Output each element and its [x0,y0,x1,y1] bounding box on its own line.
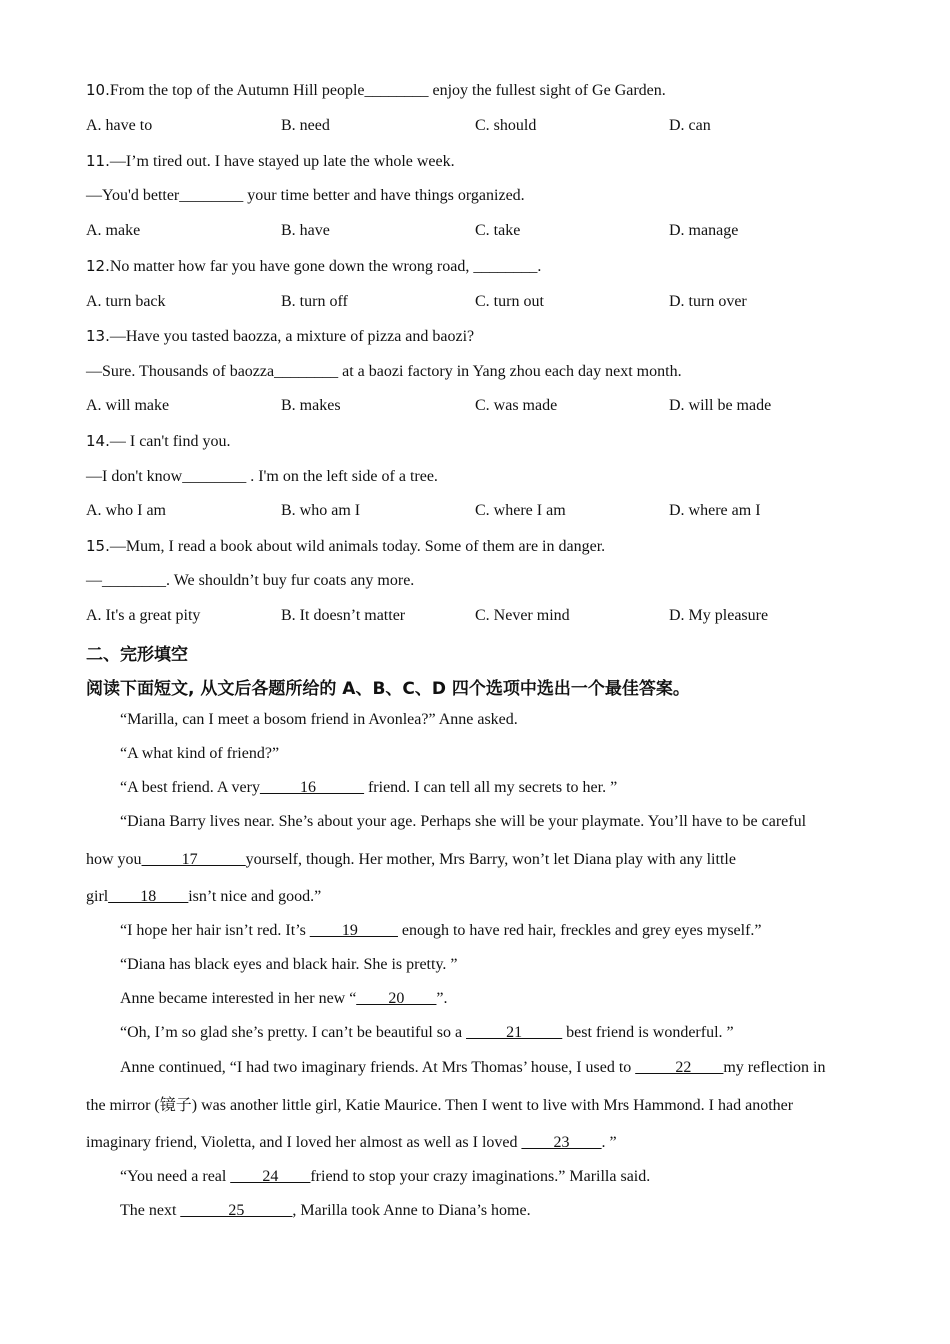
option-b: B. who am I [281,502,361,519]
section-title: 二、完形填空 [86,645,188,665]
option-c: C. Never mind [475,607,570,624]
option-a: A. make [86,222,141,239]
cloze-blank-18: ____18____ [108,888,189,905]
cloze-blank-23: ____23____ [521,1134,602,1151]
passage-line: “You need a real ____24____friend to stop your crazy imaginations.” Marilla said. [120,1168,651,1185]
cloze-blank-16: _____16______ [259,779,364,796]
cloze-blank-17: _____17______ [141,851,246,868]
option-c: C. where I am [475,502,566,519]
passage-line: “Diana has black eyes and black hair. She is pretty. ” [120,956,458,973]
option-d: D. manage [669,222,739,239]
cloze-blank-22: _____22____ [635,1059,724,1076]
question-number: 12. [86,257,110,275]
option-d: D. will be made [669,397,772,414]
option-c: C. take [475,222,521,239]
question-11-stem-line2: —You'd better________ your time better and have things organized. [86,187,525,204]
answer-blank: ________ [179,187,244,204]
option-b: B. have [281,222,330,239]
answer-blank: ________ [364,82,429,99]
option-c: C. turn out [475,293,544,310]
question-14-stem-line2: —I don't know________ . I'm on the left side of a tree. [86,468,438,485]
cloze-blank-20: ____20____ [356,990,437,1007]
passage-line: The next ______25______, Marilla took Anne to Diana’s home. [120,1202,531,1219]
question-14-stem: 14.— I can't find you. [86,432,231,450]
passage-line: “Oh, I’m so glad she’s pretty. I can’t be beautiful so a _____21_____ best friend is wonderful. ” [120,1024,734,1041]
option-a: A. turn back [86,293,166,310]
passage-line: imaginary friend, Violetta, and I loved her almost as well as I loved ____23____. ” [86,1134,617,1151]
passage-line: “I hope her hair isn’t red. It’s ____19_____ enough to have red hair, freckles and grey eyes myself.” [120,922,762,939]
section-instruction: 阅读下面短文, 从文后各题所给的 A、B、C、D 四个选项中选出一个最佳答案。 [86,679,690,699]
option-a: A. have to [86,117,153,134]
passage-line: “A what kind of friend?” [120,745,280,762]
passage-line: “Marilla, can I meet a bosom friend in Avonlea?” Anne asked. [120,711,518,728]
passage-line: Anne became interested in her new “____20____”. [120,990,448,1007]
passage-line: Anne continued, “I had two imaginary friends. At Mrs Thomas’ house, I used to _____22____my reflection in [120,1059,826,1076]
question-number: 13. [86,327,110,345]
option-a: A. It's a great pity [86,607,201,624]
cloze-blank-25: ______25______ [180,1202,293,1219]
option-b: B. need [281,117,330,134]
answer-blank: ________ [182,468,247,485]
option-d: D. where am I [669,502,761,519]
option-b: B. turn off [281,293,348,310]
question-13-stem-line2: —Sure. Thousands of baozza________ at a baozi factory in Yang zhou each day next month. [86,363,682,380]
option-d: D. turn over [669,293,747,310]
question-15-stem-line2: —________. We shouldn’t buy fur coats any more. [86,572,415,589]
option-d: D. My pleasure [669,607,769,624]
question-number: 15. [86,537,110,555]
passage-line: the mirror (镜子) was another little girl, Katie Maurice. Then I went to live with Mrs Hammond. I had another [86,1097,794,1114]
option-b: B. It doesn’t matter [281,607,406,624]
question-number: 11. [86,152,110,170]
question-10-stem: 10.From the top of the Autumn Hill people________ enjoy the fullest sight of Ge Garden. [86,81,666,99]
passage-line: how you_____17______yourself, though. Her mother, Mrs Barry, won’t let Diana play with any little [86,851,736,868]
option-c: C. was made [475,397,558,414]
question-13-stem: 13.—Have you tasted baozza, a mixture of pizza and baozi? [86,327,475,345]
option-c: C. should [475,117,537,134]
question-number: 10. [86,81,110,99]
passage-line: “Diana Barry lives near. She’s about your age. Perhaps she will be your playmate. You’ll have to be careful [120,813,807,830]
cloze-blank-24: ____24____ [230,1168,311,1185]
option-a: A. will make [86,397,170,414]
question-11-stem: 11.—I’m tired out. I have stayed up late the whole week. [86,152,455,170]
cloze-blank-21: _____21_____ [466,1024,563,1041]
option-a: A. who I am [86,502,166,519]
question-15-stem: 15.—Mum, I read a book about wild animals today. Some of them are in danger. [86,537,606,555]
question-12-stem: 12.No matter how far you have gone down the wrong road, ________. [86,257,542,275]
cloze-blank-19: ____19_____ [309,922,398,939]
option-d: D. can [669,117,711,134]
passage-line: “A best friend. A very_____16______ friend. I can tell all my secrets to her. ” [120,779,618,796]
passage-line: girl____18____isn’t nice and good.” [86,888,322,905]
answer-blank: ________ [274,363,339,380]
option-b: B. makes [281,397,341,414]
question-number: 14. [86,432,110,450]
answer-blank: ________ [473,258,538,275]
answer-blank: ________ [102,572,166,589]
